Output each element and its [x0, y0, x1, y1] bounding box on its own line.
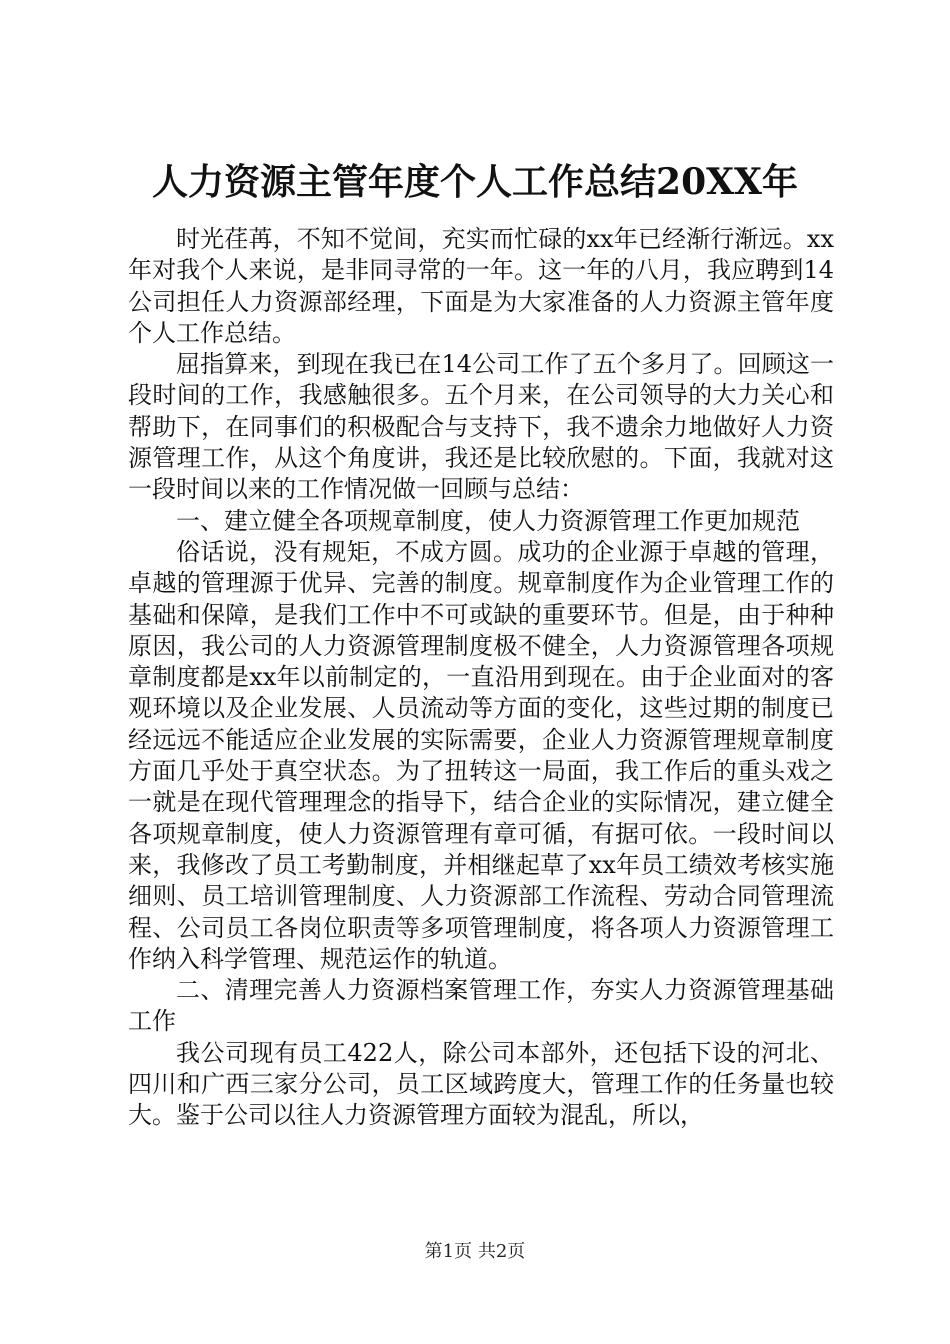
section-heading-1: 一、建立健全各项规章制度，使人力资源管理工作更加规范	[176, 506, 800, 535]
paragraph-review: 屈指算来，到现在我已在14公司工作了五个多月了。回顾这一段时间的工作，我感触很多。五个月来，在公司领导的大力关心和帮助下，在同事们的积极配合与支持下，我不遗余力地做好人力资源管理工作，从这个角度讲，我还是比较欣慰的。下面，我就对这一段时间以来的工作情况做一回顾与总结：	[128, 350, 834, 504]
document-title: 人力资源主管年度个人工作总结20XX年	[152, 161, 798, 203]
section-heading-2: 二、清理完善人力资源档案管理工作，夯实人力资源管理基础工作	[128, 976, 834, 1036]
document-body	[128, 224, 834, 1132]
paragraph-intro: 时光荏苒，不知不觉间，充实而忙碌的xx年已经渐行渐远。xx年对我个人来说，是非同寻常的一年。这一年的八月，我应聘到14公司担任人力资源部经理，下面是为大家准备的人力资源主管年度个人工作总结。	[128, 225, 834, 347]
paragraph-staff: 我公司现有员工422人，除公司本部外，还包括下设的河北、四川和广西三家分公司，员工区域跨度大，管理工作的任务量也较大。鉴于公司以往人力资源管理方面较为混乱，所以，	[128, 1038, 834, 1130]
paragraph-rules: 俗话说，没有规矩，不成方圆。成功的企业源于卓越的管理，卓越的管理源于优异、完善的制度。规章制度作为企业管理工作的基础和保障，是我们工作中不可或缺的重要环节。但是，由于种种原因，我公司的人力资源管理制度极不健全，人力资源管理各项规章制度都是xx年以前制定的，一直沿用到现在。由于企业面对的客观环境以及企业发展、人员流动等方面的变化，这些过期的制度已经远远不能适应企业发展的实际需要，企业人力资源管理规章制度方面几乎处于真空状态。为了扭转这一局面，我工作后的重头戏之一就是在现代管理理念的指导下，结合企业的实际情况，建立健全各项规章制度，使人力资源管理有章可循，有据可依。一段时间以来，我修改了员工考勤制度，并相继起草了xx年员工绩效考核实施细则、员工培训管理制度、人力资源部工作流程、劳动合同管理流程、公司员工各岗位职责等多项管理制度，将各项人力资源管理工作纳入科学管理、规范运作的轨道。	[128, 537, 834, 973]
page-indicator: 第1页 共2页	[424, 1241, 526, 1262]
